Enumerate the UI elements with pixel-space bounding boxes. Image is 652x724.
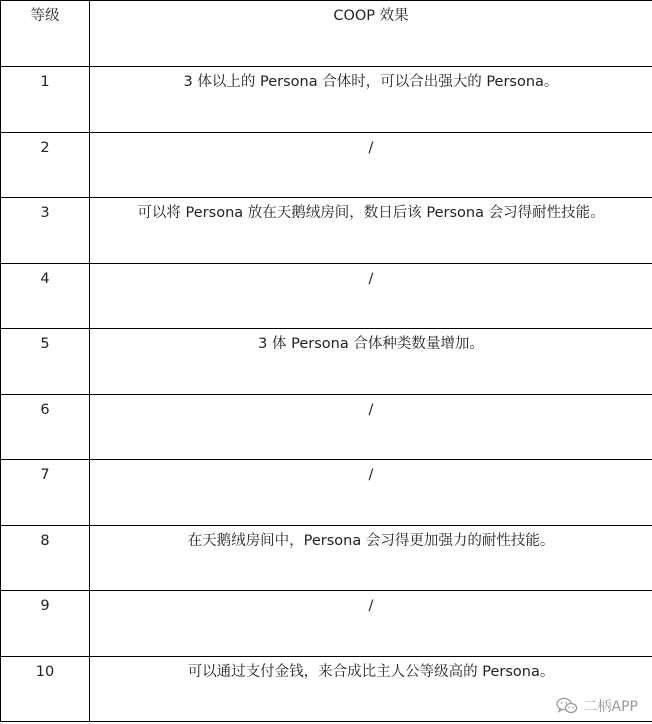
effect-cell: /	[90, 132, 652, 198]
table-row	[1, 525, 652, 591]
effect-cell: 3 体 Persona 合体种类数量增加。	[90, 329, 652, 395]
table-row	[1, 198, 652, 264]
level-cell: 1	[1, 67, 90, 133]
level-cell: 9	[1, 591, 90, 657]
level-cell: 4	[1, 263, 90, 329]
level-cell: 7	[1, 460, 90, 526]
table-header-row	[1, 1, 652, 67]
effect-cell: /	[90, 460, 652, 526]
table-row	[1, 394, 652, 460]
level-cell: 6	[1, 394, 90, 460]
wechat-icon	[556, 697, 578, 715]
effect-cell: /	[90, 263, 652, 329]
effect-cell: 在天鹅绒房间中，Persona 会习得更加强力的耐性技能。	[90, 525, 652, 591]
watermark	[556, 696, 638, 716]
effect-cell: 可以将 Persona 放在天鹅绒房间，数日后该 Persona 会习得耐性技能。	[90, 198, 652, 264]
header-effect: COOP 效果	[90, 1, 652, 67]
effect-cell: /	[90, 591, 652, 657]
table-row	[1, 591, 652, 657]
level-cell: 5	[1, 329, 90, 395]
effect-cell: 可以通过支付金钱，来合成比主人公等级高的 Persona。	[90, 656, 652, 722]
table-row	[1, 263, 652, 329]
header-level: 等级	[1, 1, 90, 67]
watermark-text: 二柄APP	[583, 699, 638, 715]
table-row	[1, 656, 652, 722]
effect-cell: 3 体以上的 Persona 合体时，可以合出强大的 Persona。	[90, 67, 652, 133]
level-cell: 2	[1, 132, 90, 198]
table-row	[1, 329, 652, 395]
table-row	[1, 67, 652, 133]
level-cell: 10	[1, 656, 90, 722]
table-row	[1, 132, 652, 198]
effect-cell: /	[90, 394, 652, 460]
table-row	[1, 460, 652, 526]
level-cell: 3	[1, 198, 90, 264]
level-cell: 8	[1, 525, 90, 591]
